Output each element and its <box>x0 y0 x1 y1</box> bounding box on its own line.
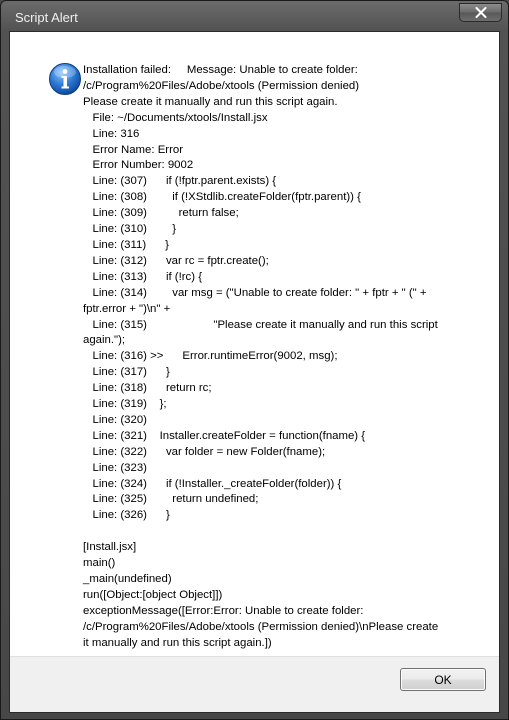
window-title: Script Alert <box>15 10 78 25</box>
button-bar <box>10 656 499 712</box>
close-button[interactable] <box>459 3 502 22</box>
close-icon <box>475 7 487 18</box>
error-message: Installation failed: Message: Unable to create folder: /c/Program%20Files/Adobe/xtools (Permission denied) Please create it manually and run this script again. File: ~/Documents/xtools/Install.jsx Line: 316 Error Name: Error Error Number: 9002 Line: (307) if (!fptr.parent.exists) { Line: (308) if (!XStdlib.createFolder(fptr.parent)) { Line: (309) return false; Line: (310) } Line: (311) } Line: (312) var rc = fptr.create(); Line: (313) if (!rc) { Line: (314) var msg = ("Unable to create folder: " + fptr + " (" + fptr.error + ")\n" + Line: (315) "Please create it manually and run this script again."); Line: (316) >> Error.runtimeError(9002, msg); Line: (317) } Line: (318) return rc; Line: (319) }; Line: (320) Line: (321) Installer.createFolder = function(fname) { Line: (322) var folder = new Folder(fname); Line: (323) Line: (324) if (!Installer._createFolder(folder)) { Line: (325) return undefined; Line: (326) } [Install.jsx] main() _main(undefined) run([Object:[object Object]]) exceptionMessage([Error:Error: Unable to create folder: /c/Program%20Files/Adobe/xtools (Permission denied)\nPlease create it manually and run this script again.]) <box>83 64 439 649</box>
info-icon <box>48 62 82 96</box>
dialog-body <box>9 31 500 713</box>
title-bar[interactable] <box>1 1 508 35</box>
ok-button[interactable]: OK <box>400 668 486 691</box>
